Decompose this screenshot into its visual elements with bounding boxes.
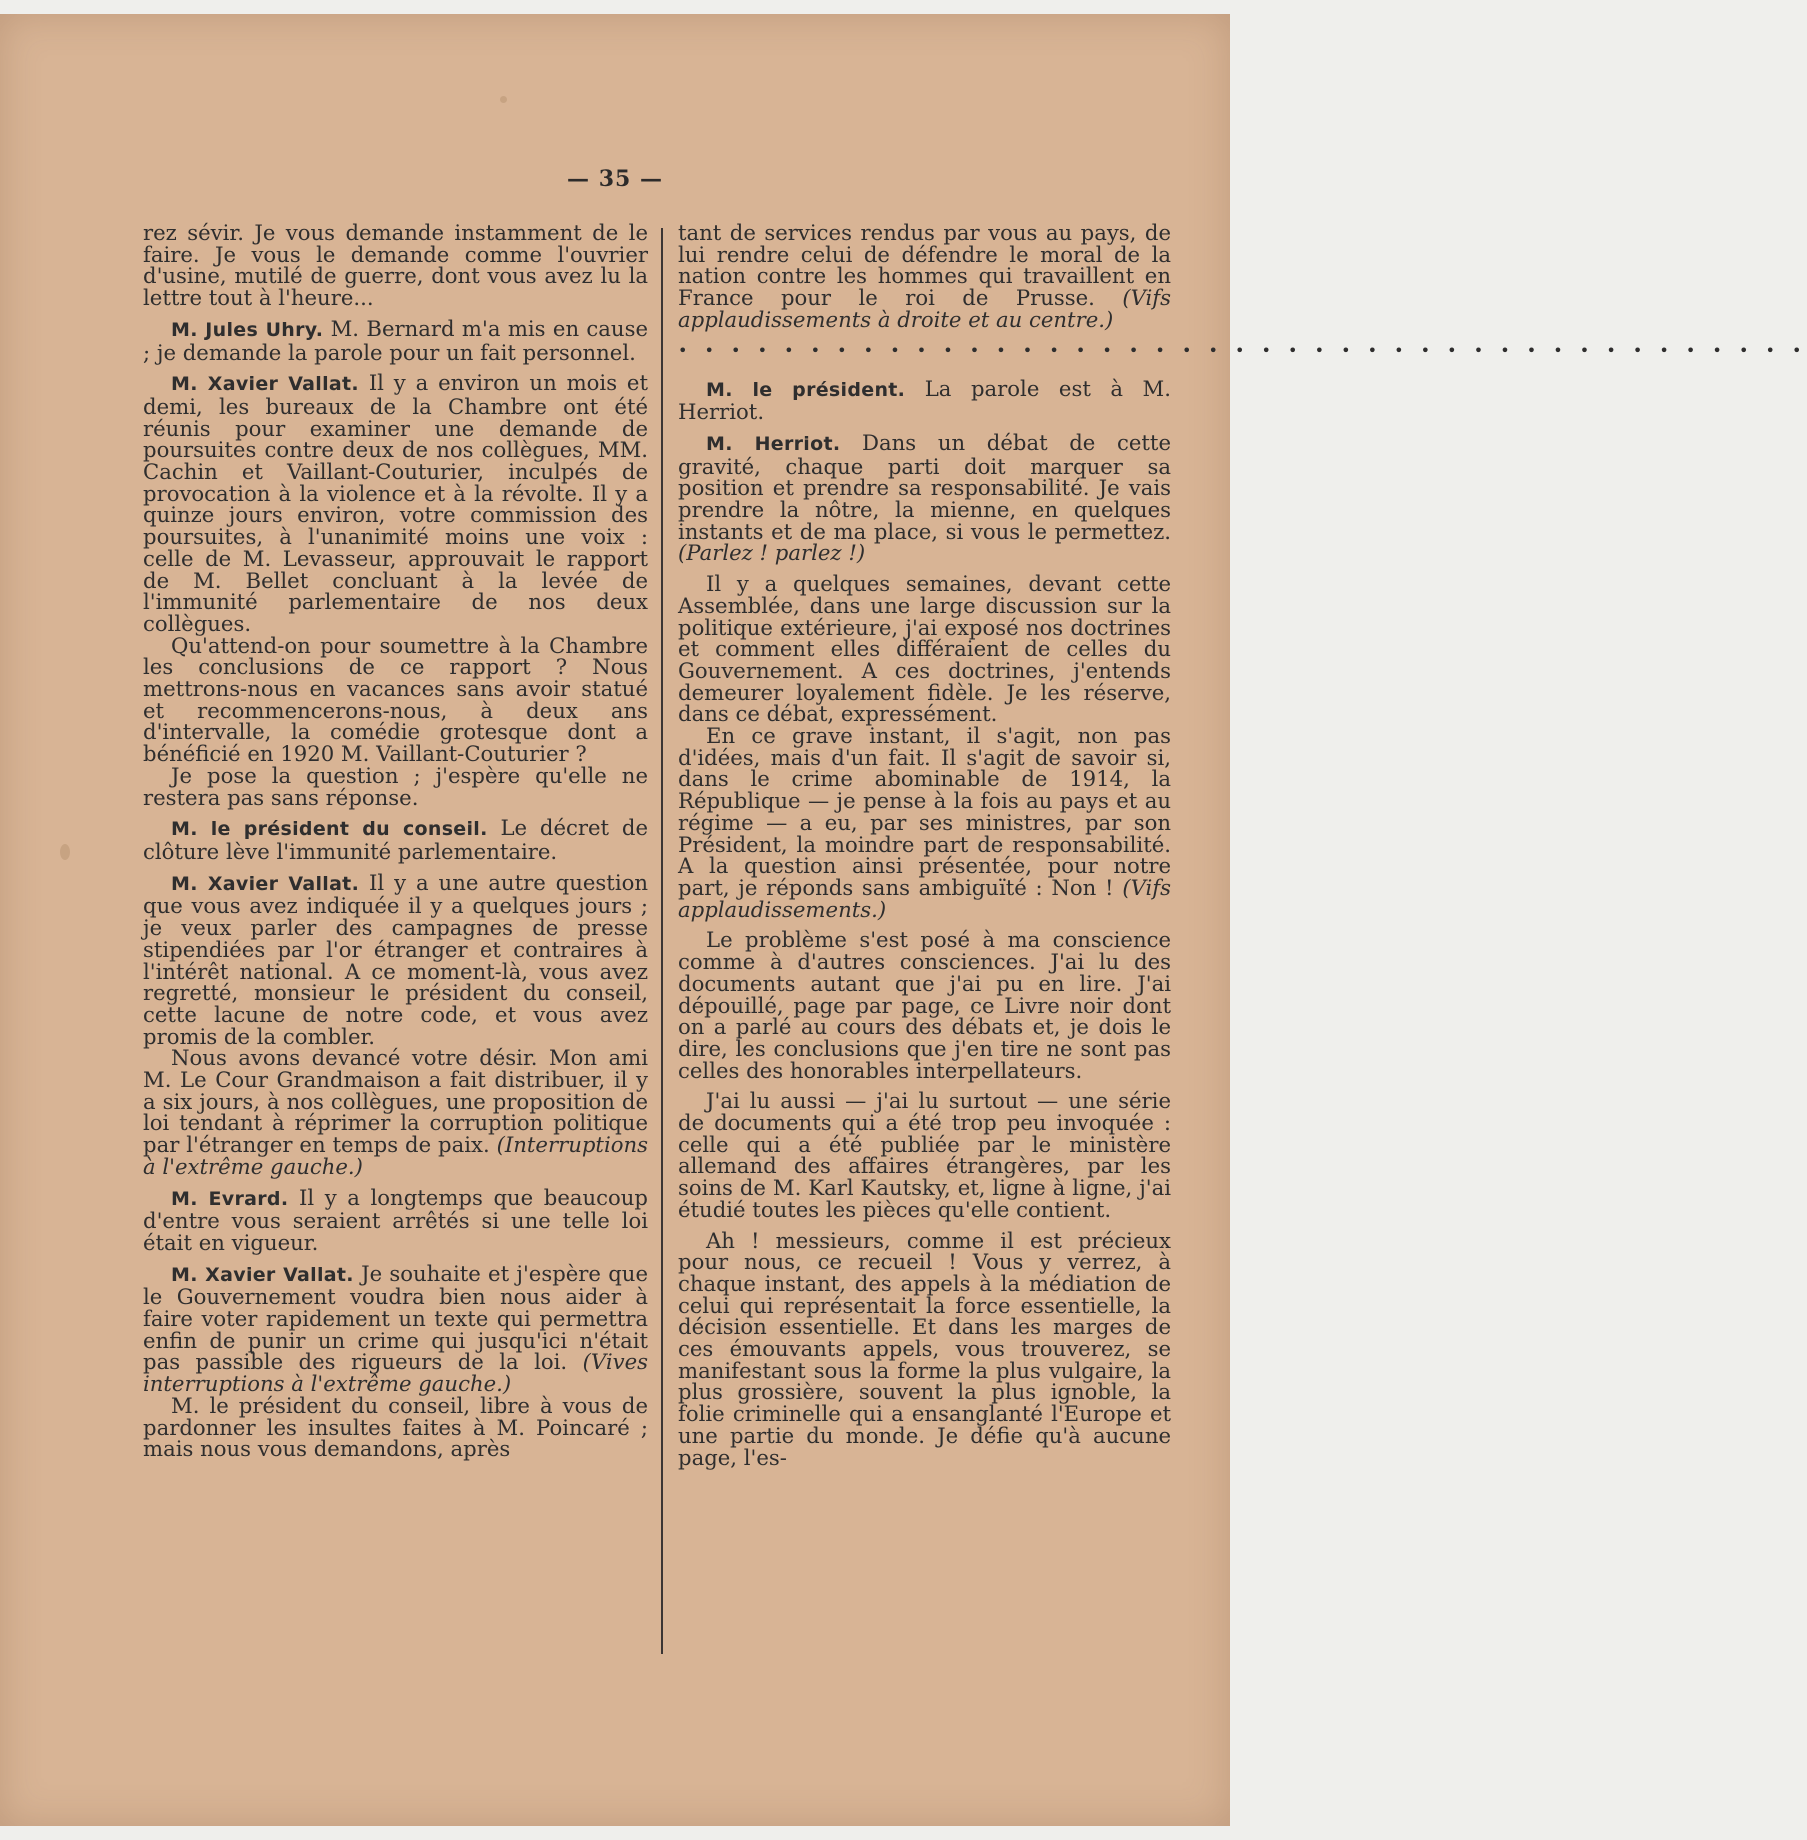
stage-direction: (Parlez ! parlez !) [678,540,866,566]
paragraph [678,573,1171,725]
paragraph-text: Il y a une autre question que vous avez indiquée il y a quelques jours ; je veux parler des campagnes de presse stipendiées par l'or étranger et contraires à l'intérêt national. A ce moment-là, vous avez regretté, monsieur le président du conseil, cette lacune de notre code, et vous avez promis de la combler. [143,869,648,1049]
stage-direction: (Vifs applaudissements.) [678,874,1171,922]
paragraph-text: rez sévir. Je vous demande instamment de le faire. Je vous le demande comme l'ouvrier d'usine, mutilé de guerre, dont vous avez lu la lettre tout à l'heure... [143,220,648,311]
speaker-name: M. Evrard. [171,1187,289,1210]
right-column-top [678,222,1171,331]
speaker-name: M. le président du conseil. [171,818,488,841]
paragraph [143,762,648,810]
paragraph [143,1260,648,1397]
column-divider [661,228,663,1654]
right-column [678,220,1807,1477]
paper-stain [60,844,70,860]
right-column-bottom [678,375,1171,1470]
paragraph [143,315,648,365]
paragraph [678,375,1171,425]
paragraph [678,429,1171,566]
paragraph [678,1090,1171,1220]
paragraph-text: J'ai lu aussi — j'ai lu surtout — une série de documents qui a été trop peu invoquée : celle qui a été publiée par le ministère allemand des affaires étrangères, par les soins de M. Karl Kautsky, et, ligne à ligne, j'ai étudié toutes les pièces qu'elle contient. [678,1088,1171,1222]
speaker-name: M. le président. [706,378,906,401]
page-number: — 35 — [567,166,663,192]
paragraph-text: En ce grave instant, il s'agit, non pas d'idées, mais d'un fait. Il s'agit de savoir si, dans le crime abominable de 1914, la République — je pense à la fois au pays et au régime — a eu, par ses ministres, par son Président, la moindre part de responsabilité. A la question ainsi présentée, pour notre part, je réponds sans ambiguïté : Non ! [678,723,1171,900]
paragraph [143,222,648,309]
speaker-name: M. Herriot. [706,432,841,455]
paragraph-text: Le décret de clôture lève l'immunité parlementaire. [143,815,648,864]
section-separator: • • • • • • • • • • • • • • • • • • • • • • • • • • • • • • • • • • • • • • • • • • • [678,340,1807,360]
paragraph-text: M. le président du conseil, libre à vous de pardonner les insultes faites à M. Poincaré ; mais nous vous demandons, après [143,1392,648,1462]
paragraph-text: Le problème s'est posé à ma conscience comme à d'autres consciences. J'ai lu des documents autant que j'ai pu en lire. J'ai dépouillé, page par page, ce Livre noir dont on a parlé au cours des débats et, je dois le dire, les conclusions que j'en tire ne sont pas celles des honorables interpellateurs. [678,927,1171,1083]
speaker-name: M. Jules Uhry. [171,318,324,341]
paragraph [678,222,1171,331]
stage-direction: (Vifs applaudissements à droite et au centre.) [678,285,1171,332]
paragraph [143,632,648,767]
left-column [143,222,648,1469]
speaker-name: M. Xavier Vallat. [171,1263,354,1286]
speaker-name: M. Xavier Vallat. [171,872,360,895]
paragraph-text: tant de services rendus par vous au pays, de lui rendre celui de défendre le moral de la nation contre les hommes qui travaillent en France pour le roi de Prusse. [678,220,1171,311]
paragraph [678,1227,1171,1470]
paragraph [143,1184,648,1255]
paragraph [143,817,648,862]
paragraph [678,725,1171,920]
paragraph-text: Je pose la question ; j'espère qu'elle ne restera pas sans réponse. [143,762,648,810]
paragraph-text: Nous avons devancé votre désir. Mon ami M. Le Cour Grandmaison a fait distribuer, il y a six jours, à nos collègues, une proposition de loi tendant à réprimer la corruption politique par l'étranger en temps de paix. [143,1045,648,1158]
paragraph [143,1047,648,1177]
paragraph-text: Il y a longtemps que beaucoup d'entre vous seraient arrêtés si une telle loi était en vigueur. [143,1184,648,1255]
paragraph-text: Il y a quelques semaines, devant cette Assemblée, dans une large discussion sur la politique extérieure, j'ai exposé nos doctrines et comment elles différaient de celles du Gouvernement. A ces doctrines, j'entends demeurer loyalement fidèle. Je les réserve, dans ce débat, expressément. [678,571,1171,727]
paragraph-text: M. Bernard m'a mis en cause ; je demande la parole pour un fait personnel. [143,315,648,365]
paragraph-text: Ah ! messieurs, comme il est précieux pour nous, ce recueil ! Vous y verrez, à chaque instant, des appels à la médiation de celui qui représentait la force essentielle, la décision essentielle. Et dans les marges de ces émouvants appels, vous trouverez, se manifestant sous la forme la plus vulgaire, la plus grossière, souvent la plus ignoble, la folie criminelle qui a ensanglanté l'Europe et une partie du monde. Je défie qu'à aucune page, l'es- [678,1227,1171,1470]
paragraph-text: Il y a environ un mois et demi, les bureaux de la Chambre ont été réunis pour examiner une demande de poursuites contre deux de nos collègues, MM. Cachin et Vaillant-Couturier, inculpés de provocation à la violence et à la révolte. Il y a quinze jours environ, votre commission des poursuites, à l'unanimité moins une voix : celle de M. Levasseur, approuvait le rapport de M. Bellet concluant à la levée de l'immunité parlementaire de nos deux collègues. [143,370,648,636]
paragraph-text: Qu'attend-on pour soumettre à la Chambre les conclusions de ce rapport ? Nous mettrons-nous en vacances sans avoir statué et recommencerons-nous, à deux ans d'intervalle, la comédie grotesque dont a bénéficié en 1920 M. Vaillant-Couturier ? [143,632,648,767]
paper-stain [500,96,507,103]
stage-direction: (Vives interruptions à l'extrême gauche.) [143,1349,648,1397]
newspaper-page [0,14,1807,1826]
paragraph-text: Dans un débat de cette gravité, chaque parti doit marquer sa position et prendre sa responsabilité. Je vais prendre la nôtre, la mienne, en quelques instants et de ma place, si vous le permettez. [678,429,1171,544]
paragraph [143,372,648,634]
paragraph [143,1392,648,1462]
speaker-name: M. Xavier Vallat. [171,373,359,396]
paragraph-text: Je souhaite et j'espère que le Gouvernement voudra bien nous aider à faire voter rapidement un texte qui permettra enfin de punir un crime qui jusqu'ici n'était pas passible des rigueurs de la loi. [143,1260,648,1375]
paragraph [143,869,648,1049]
paragraph-text: La parole est à M. Herriot. [678,375,1171,425]
paragraph [678,929,1171,1081]
stage-direction: (Interruptions à l'extrême gauche.) [143,1132,648,1179]
